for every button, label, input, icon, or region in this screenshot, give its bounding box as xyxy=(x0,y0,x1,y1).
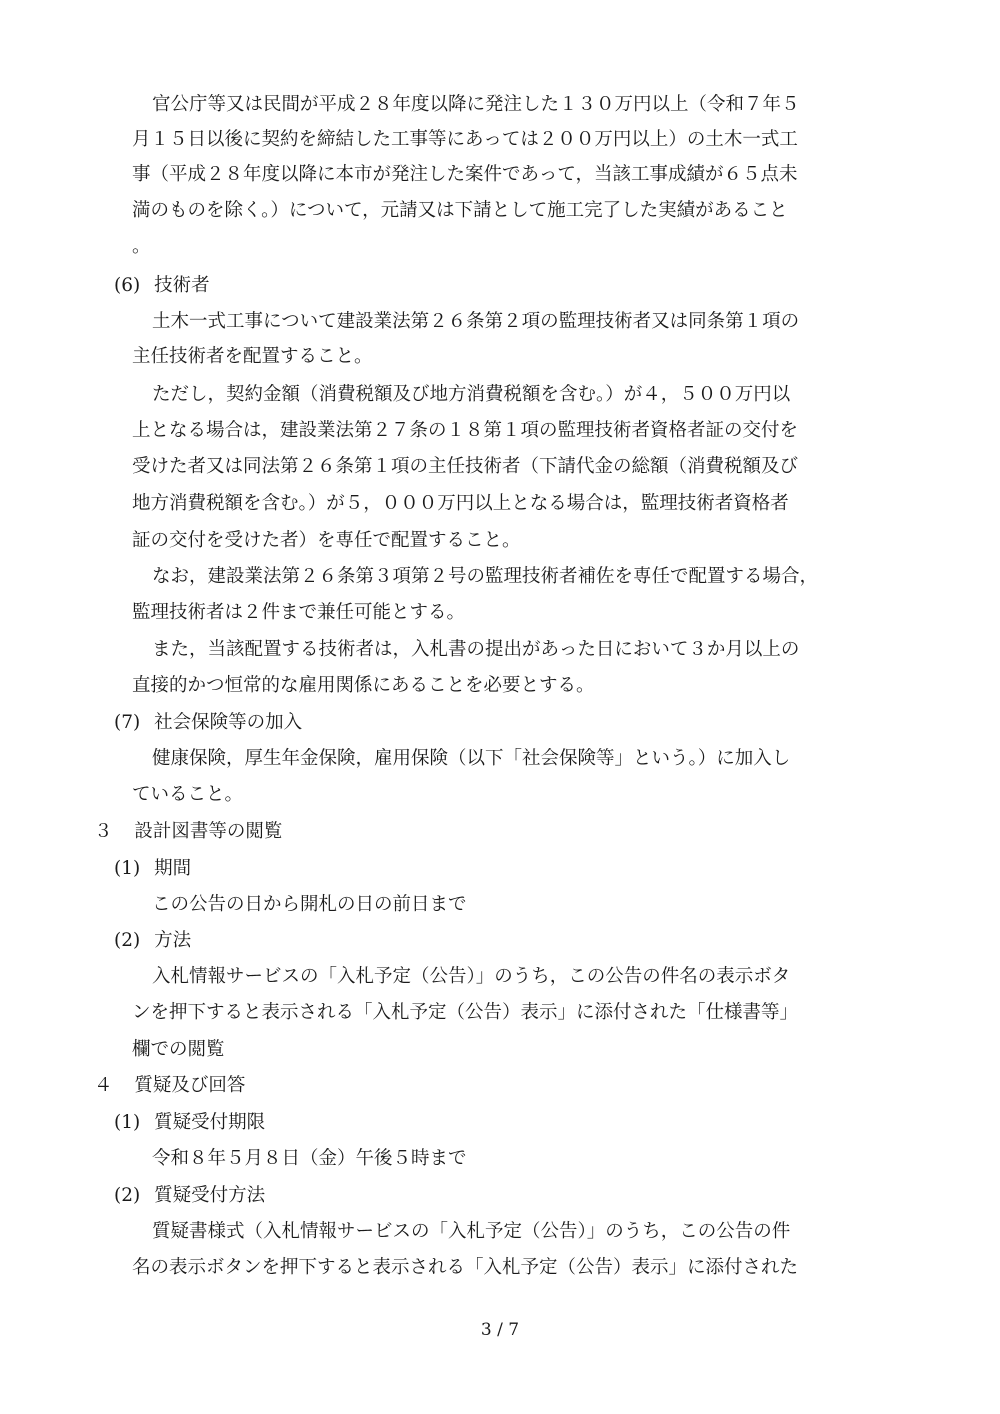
subsection-heading xyxy=(114,860,191,879)
item-number: (2) xyxy=(114,1185,141,1206)
paragraph-line: 直接的かつ恒常的な雇用関係にあることを必要とする。 xyxy=(132,675,595,696)
item-number: (1) xyxy=(114,858,141,879)
section-title: 設計図書等の閲覧 xyxy=(134,821,283,842)
item-7-heading xyxy=(114,714,302,733)
paragraph-line: 欄での閲覧 xyxy=(132,1039,225,1060)
subsection-heading xyxy=(114,1187,265,1206)
item-number: (2) xyxy=(114,930,141,951)
subsection-heading xyxy=(114,1114,265,1133)
page-number: 3 / 7 xyxy=(480,1320,520,1340)
item-title: 社会保険等の加入 xyxy=(154,712,303,733)
paragraph-line: 官公庁等又は民間が平成２８年度以降に発注した１３０万円以上（令和７年５ xyxy=(152,94,800,115)
paragraph-line: 土木一式工事について建設業法第２６条第２項の監理技術者又は同条第１項の xyxy=(152,311,800,332)
paragraph-line: 受けた者又は同法第２６条第１項の主任技術者（下請代金の総額（消費税額及び xyxy=(132,456,799,477)
item-number: (1) xyxy=(114,1112,141,1133)
item-title: 方法 xyxy=(154,930,192,951)
paragraph-line: 満のものを除く。）について，元請又は下請として施工完了した実績があること xyxy=(132,200,788,221)
paragraph-line: ていること。 xyxy=(132,784,244,805)
item-number: (7) xyxy=(114,712,141,733)
paragraph-line: この公告の日から開札の日の前日まで xyxy=(152,894,467,915)
paragraph-line: 名の表示ボタンを押下すると表示される「入札予定（公告）表示」に添付された xyxy=(132,1257,799,1278)
item-title: 技術者 xyxy=(154,275,210,296)
subsection-heading xyxy=(114,932,191,951)
paragraph-line: 。 xyxy=(132,236,151,257)
paragraph-line: なお，建設業法第２６条第３項第２号の監理技術者補佐を専任で配置する場合， xyxy=(152,566,819,587)
section-number: ３ xyxy=(94,821,113,842)
item-title: 質疑受付方法 xyxy=(154,1185,266,1206)
paragraph-line: 主任技術者を配置すること。 xyxy=(132,346,373,367)
item-6-heading xyxy=(114,277,210,296)
paragraph-line: 質疑書様式（入札情報サービスの「入札予定（公告）」のうち，この公告の件 xyxy=(152,1221,791,1242)
paragraph-line: 上となる場合は，建設業法第２７条の１８第１項の監理技術者資格者証の交付を xyxy=(132,420,799,441)
paragraph-line: 入札情報サービスの「入札予定（公告）」のうち，この公告の件名の表示ボタ xyxy=(152,966,791,987)
paragraph-line: 監理技術者は２件まで兼任可能とする。 xyxy=(132,602,466,623)
section-4-heading xyxy=(94,1077,245,1096)
paragraph-line: ンを押下すると表示される「入札予定（公告）表示」に添付された「仕様書等」 xyxy=(132,1002,799,1023)
paragraph-line: 証の交付を受けた者）を専任で配置すること。 xyxy=(132,530,521,551)
paragraph-line: ただし，契約金額（消費税額及び地方消費税額を含む。）が４，５００万円以 xyxy=(152,384,791,405)
item-title: 期間 xyxy=(154,858,192,879)
paragraph-line: 地方消費税額を含む。）が５，０００万円以上となる場合は，監理技術者資格者 xyxy=(132,493,789,514)
item-number: (6) xyxy=(114,275,141,296)
section-title: 質疑及び回答 xyxy=(134,1075,246,1096)
section-3-heading xyxy=(94,823,282,842)
paragraph-line: 令和８年５月８日（金）午後５時まで xyxy=(152,1148,467,1169)
paragraph-line: 事（平成２８年度以降に本市が発注した案件であって，当該工事成績が６５点未 xyxy=(132,164,798,185)
paragraph-line: 健康保険，厚生年金保険，雇用保険（以下「社会保険等」という。）に加入し xyxy=(152,748,791,769)
paragraph-line: 月１５日以後に契約を締結した工事等にあっては２００万円以上）の土木一式工 xyxy=(132,129,798,150)
item-title: 質疑受付期限 xyxy=(154,1112,266,1133)
paragraph-line: また，当該配置する技術者は，入札書の提出があった日において３か月以上の xyxy=(152,639,800,660)
section-number: ４ xyxy=(94,1075,113,1096)
